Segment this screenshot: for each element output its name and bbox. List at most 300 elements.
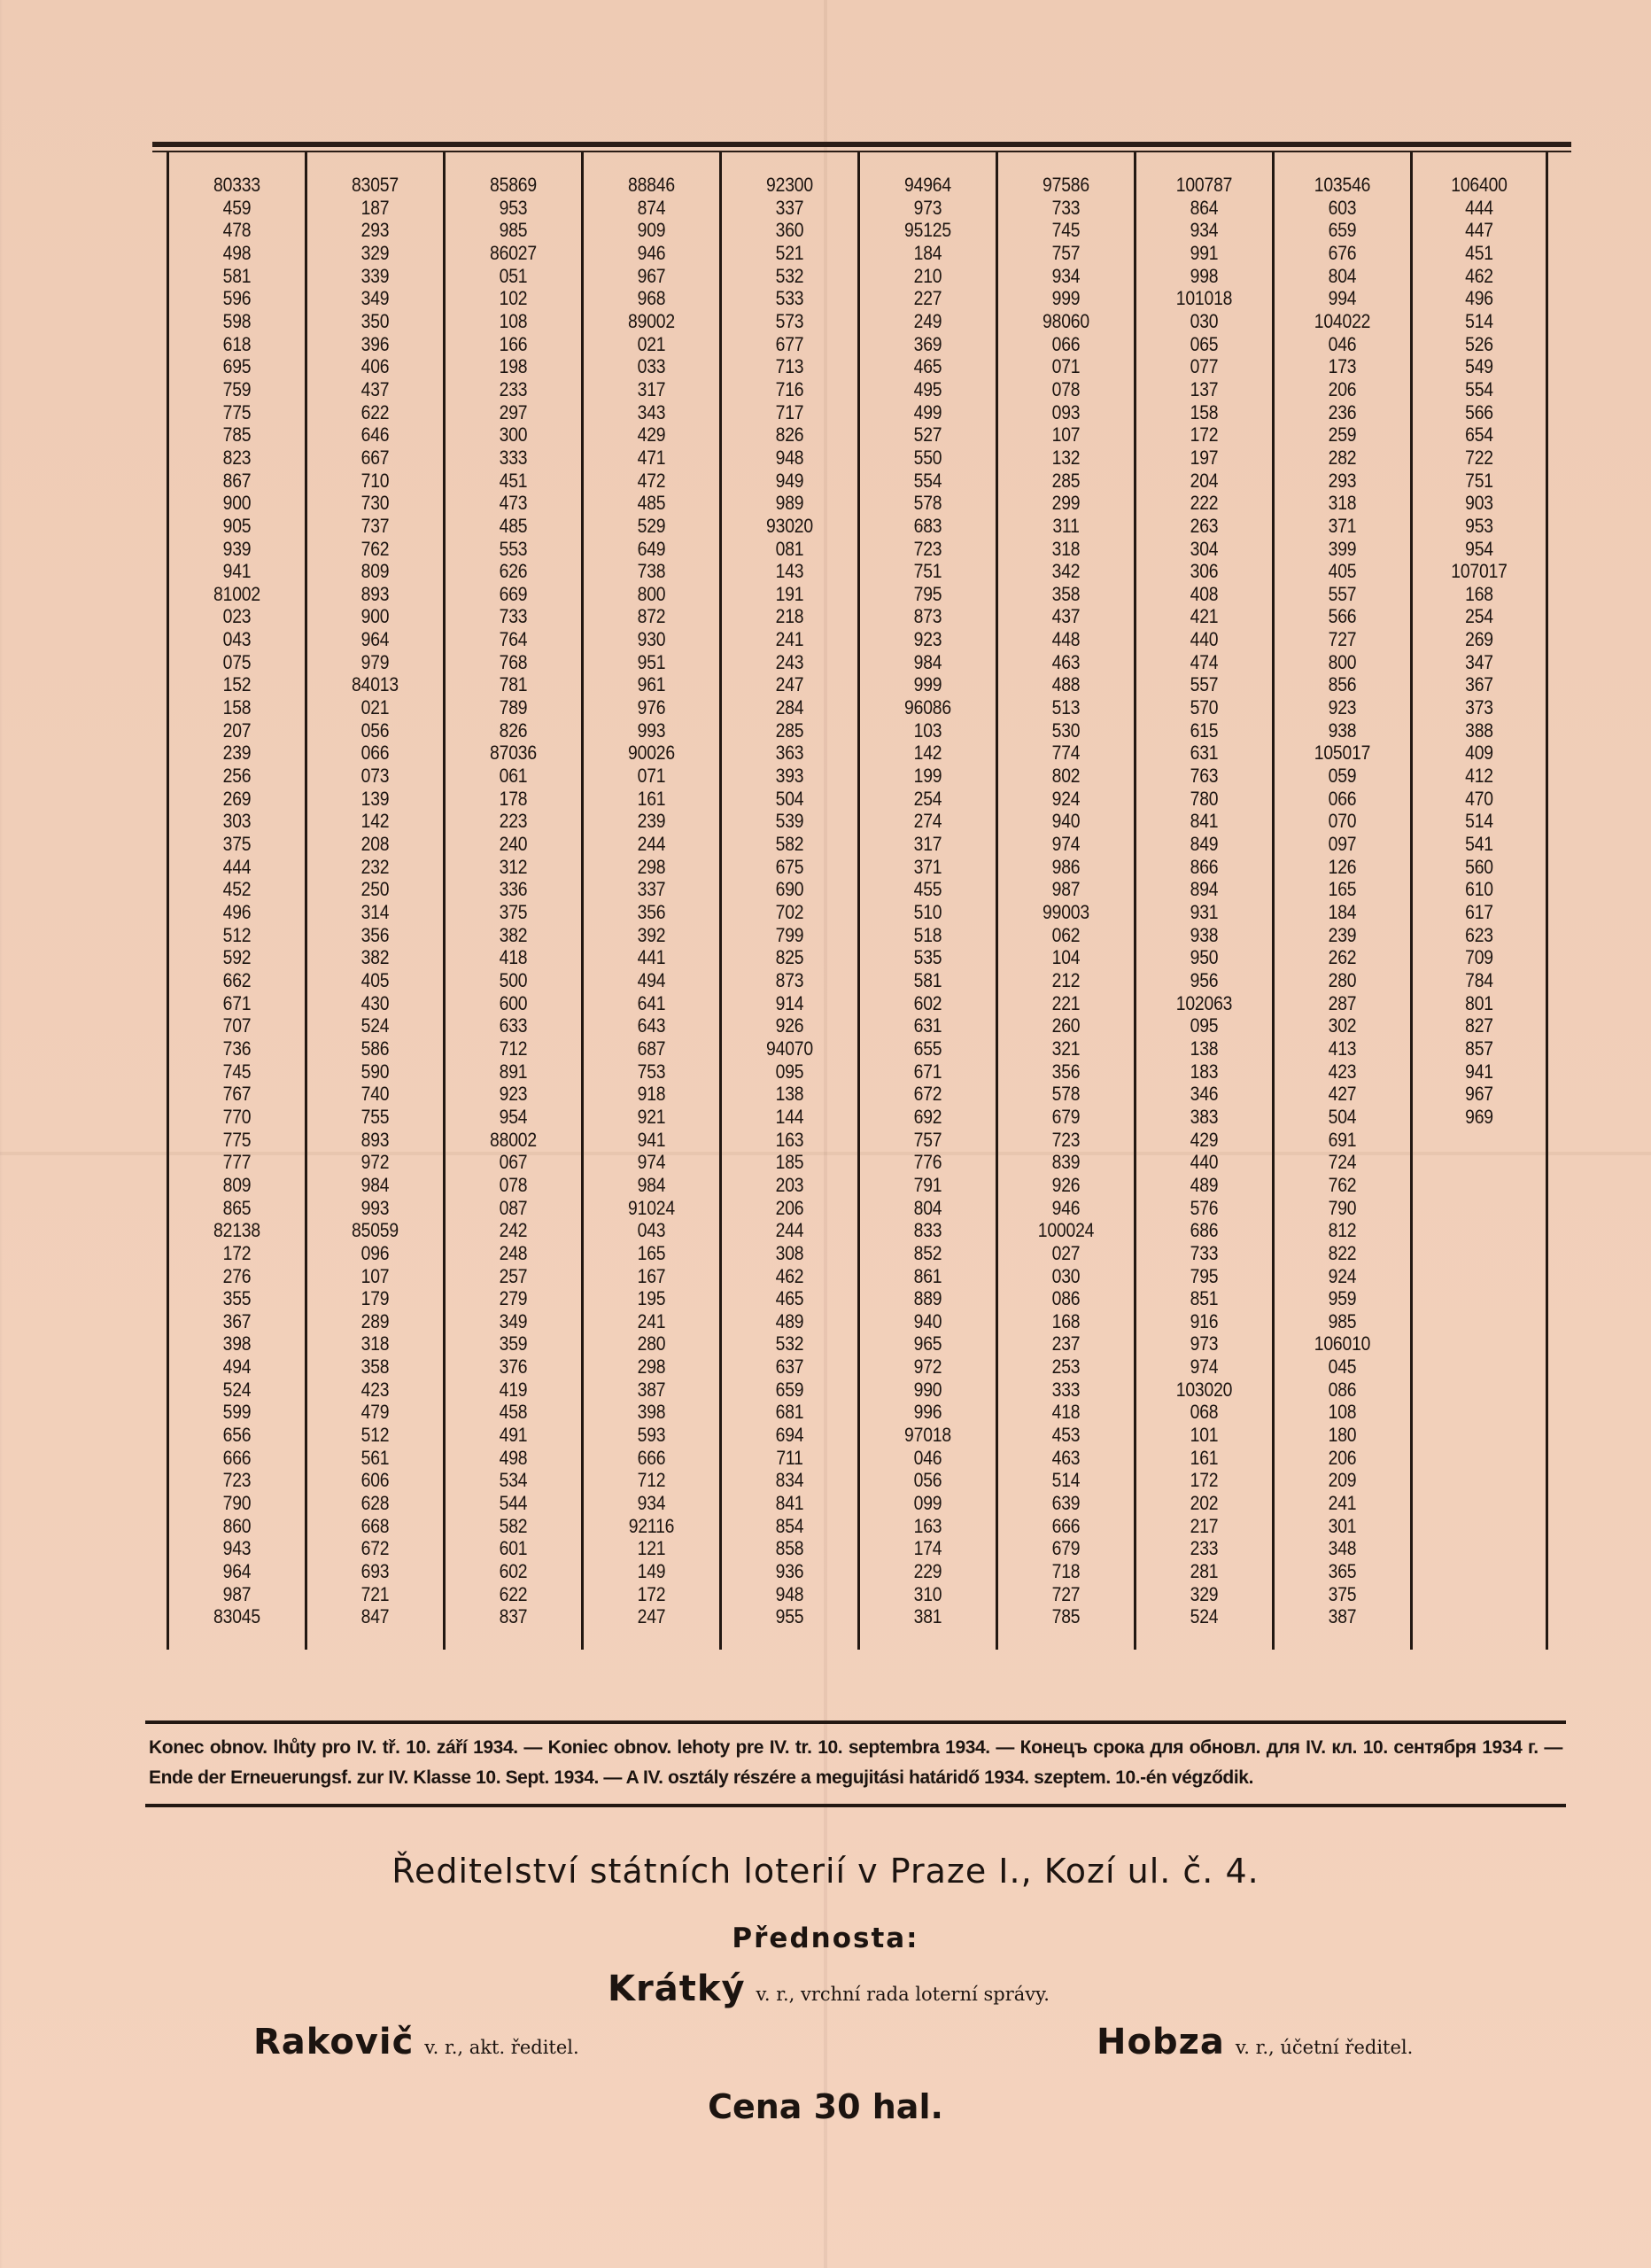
renewal-notice xyxy=(145,1720,1566,1807)
ticket-number: 953 xyxy=(1465,514,1493,537)
ticket-number: 348 xyxy=(1328,1537,1357,1560)
ticket-number: 637 xyxy=(775,1355,804,1379)
ticket-number: 463 xyxy=(1051,650,1081,673)
ticket-number: 184 xyxy=(913,241,942,264)
ticket-number: 318 xyxy=(1051,537,1081,560)
ticket-number: 239 xyxy=(1328,923,1357,946)
ticket-number: 914 xyxy=(775,991,804,1014)
ticket-number: 387 xyxy=(1328,1605,1357,1628)
ticket-number: 237 xyxy=(1051,1332,1081,1355)
ticket-number: 723 xyxy=(1051,1128,1081,1151)
ticket-number: 672 xyxy=(913,1083,942,1106)
ticket-number: 287 xyxy=(1328,991,1357,1014)
ticket-number: 356 xyxy=(1051,1060,1081,1083)
ticket-number: 285 xyxy=(1051,469,1081,492)
ticket-number: 602 xyxy=(913,991,942,1014)
ticket-number: 101018 xyxy=(1175,287,1233,310)
ticket-number: 99003 xyxy=(1043,901,1089,923)
ticket-number: 172 xyxy=(637,1582,666,1605)
ticket-number: 985 xyxy=(1328,1309,1357,1332)
ticket-number: 533 xyxy=(775,287,804,310)
number-column-body xyxy=(998,174,1134,1628)
ticket-number: 610 xyxy=(1465,878,1493,901)
ticket-number: 990 xyxy=(913,1378,942,1401)
ticket-number: 491 xyxy=(499,1424,528,1447)
ticket-number: 221 xyxy=(1051,991,1081,1014)
ticket-number: 172 xyxy=(222,1241,252,1264)
price-label: Cena 30 hal. xyxy=(708,2087,943,2126)
renewal-notice-text: Konec obnov. lhůty pro IV. tř. 10. září 1934. — Koniec obnov. lehoty pre IV. tr. 10. septembra 1934. — Конецъ срока для обновл. для IV. кл. 10. сентября 1934 г. — Ende der Erneuerungsf. zur IV. Klasse 10. Sept. 1934. — A IV. osztály részére a megujitási határidő 1934. szeptem. 10.-én végződik. xyxy=(149,1737,1562,1788)
ticket-number: 998 xyxy=(1190,264,1219,287)
ticket-number: 065 xyxy=(1190,332,1219,355)
ticket-number: 412 xyxy=(1465,765,1493,788)
ticket-number: 600 xyxy=(499,991,528,1014)
ticket-number: 967 xyxy=(1465,1083,1493,1106)
ticket-number: 679 xyxy=(1051,1105,1081,1128)
ticket-number: 780 xyxy=(1190,787,1219,810)
ticket-number: 626 xyxy=(499,560,528,583)
ticket-number: 97586 xyxy=(1043,174,1089,196)
signatory-name: Rakovič xyxy=(253,2022,415,2062)
ticket-number: 132 xyxy=(1051,446,1081,469)
ticket-number: 161 xyxy=(637,787,666,810)
ticket-number: 530 xyxy=(1051,718,1081,742)
number-column-9 xyxy=(1272,152,1410,1650)
ticket-number: 347 xyxy=(1465,650,1493,673)
ticket-number: 702 xyxy=(775,901,804,923)
ticket-number: 628 xyxy=(360,1492,390,1515)
ticket-number: 371 xyxy=(913,855,942,878)
ticket-number: 553 xyxy=(499,537,528,560)
ticket-number: 736 xyxy=(222,1037,252,1060)
ticket-number: 776 xyxy=(913,1151,942,1174)
ticket-number: 382 xyxy=(360,946,390,969)
ticket-number: 236 xyxy=(1328,400,1357,423)
ticket-number: 974 xyxy=(637,1151,666,1174)
ticket-number: 152 xyxy=(222,673,252,696)
ticket-number: 93020 xyxy=(766,514,813,537)
ticket-number: 655 xyxy=(913,1037,942,1060)
ticket-number: 137 xyxy=(1190,377,1219,400)
ticket-number: 078 xyxy=(499,1173,528,1196)
ticket-number: 168 xyxy=(1051,1309,1081,1332)
ticket-number: 666 xyxy=(222,1446,252,1469)
ticket-number: 974 xyxy=(1190,1355,1219,1379)
ticket-number: 103546 xyxy=(1314,174,1371,196)
ticket-number: 458 xyxy=(499,1401,528,1424)
ticket-number: 764 xyxy=(499,628,528,651)
ticket-number: 198 xyxy=(499,355,528,378)
ticket-number: 383 xyxy=(1190,1105,1219,1128)
ticket-number: 311 xyxy=(1052,514,1080,537)
ticket-number: 061 xyxy=(499,765,528,788)
ticket-number: 841 xyxy=(1190,810,1219,833)
ticket-number: 342 xyxy=(1051,560,1081,583)
ticket-number: 333 xyxy=(499,446,528,469)
ticket-number: 733 xyxy=(1190,1241,1219,1264)
ticket-number: 709 xyxy=(1465,946,1493,969)
ticket-number: 598 xyxy=(222,309,252,332)
ticket-number: 381 xyxy=(913,1605,942,1628)
ticket-number: 916 xyxy=(1190,1309,1219,1332)
ticket-number: 241 xyxy=(775,628,804,651)
ticket-number: 710 xyxy=(360,469,390,492)
ticket-number: 499 xyxy=(913,400,942,423)
ticket-number: 375 xyxy=(499,901,528,923)
ticket-number: 437 xyxy=(360,377,390,400)
ticket-number: 233 xyxy=(1190,1537,1219,1560)
ticket-number: 358 xyxy=(360,1355,390,1379)
ticket-number: 095 xyxy=(775,1060,804,1083)
ticket-number: 350 xyxy=(360,309,390,332)
ticket-number: 075 xyxy=(222,650,252,673)
ticket-number: 406 xyxy=(360,355,390,378)
ticket-number: 521 xyxy=(775,241,804,264)
ticket-number: 92300 xyxy=(766,174,813,196)
ticket-number: 356 xyxy=(637,901,666,923)
ticket-number: 994 xyxy=(1328,287,1357,310)
ticket-number: 693 xyxy=(360,1560,390,1583)
ticket-number: 346 xyxy=(1190,1083,1219,1106)
ticket-number: 232 xyxy=(360,855,390,878)
ticket-number: 727 xyxy=(1051,1582,1081,1605)
ticket-number: 573 xyxy=(775,309,804,332)
ticket-number: 576 xyxy=(1190,1196,1219,1219)
ticket-number: 514 xyxy=(1465,810,1493,833)
ticket-number: 218 xyxy=(775,605,804,628)
ticket-number: 891 xyxy=(499,1060,528,1083)
number-column-body xyxy=(446,174,581,1628)
ticket-number: 666 xyxy=(1051,1514,1081,1537)
ticket-number: 103 xyxy=(913,718,942,742)
ticket-number: 668 xyxy=(360,1514,390,1537)
ticket-number: 809 xyxy=(360,560,390,583)
ticket-number: 284 xyxy=(775,696,804,719)
ticket-number: 479 xyxy=(360,1401,390,1424)
ticket-number: 465 xyxy=(775,1287,804,1310)
ticket-number: 940 xyxy=(1051,810,1081,833)
ticket-number: 056 xyxy=(360,718,390,742)
ticket-number: 068 xyxy=(1190,1401,1219,1424)
ticket-number: 299 xyxy=(1051,492,1081,515)
ticket-number: 398 xyxy=(222,1332,252,1355)
ticket-number: 873 xyxy=(913,605,942,628)
ticket-number: 662 xyxy=(222,968,252,991)
ticket-number: 959 xyxy=(1328,1287,1357,1310)
ticket-number: 310 xyxy=(913,1582,942,1605)
ticket-number: 280 xyxy=(637,1332,666,1355)
ticket-number: 163 xyxy=(775,1128,804,1151)
ticket-number: 081 xyxy=(775,537,804,560)
ticket-number: 849 xyxy=(1190,833,1219,856)
ticket-number: 654 xyxy=(1465,423,1493,447)
ticket-number: 934 xyxy=(1051,264,1081,287)
ticket-number: 91024 xyxy=(628,1196,675,1219)
ticket-number: 785 xyxy=(222,423,252,447)
ticket-number: 554 xyxy=(1465,377,1493,400)
ticket-number: 931 xyxy=(1190,901,1219,923)
ticket-number: 244 xyxy=(637,833,666,856)
ticket-number: 408 xyxy=(1190,582,1219,605)
ticket-number: 071 xyxy=(1051,355,1081,378)
ticket-number: 85059 xyxy=(352,1219,399,1242)
ticket-number: 524 xyxy=(360,1014,390,1037)
ticket-number: 304 xyxy=(1190,537,1219,560)
ticket-number: 768 xyxy=(499,650,528,673)
ticket-number: 172 xyxy=(1190,1469,1219,1492)
ticket-number: 281 xyxy=(1190,1560,1219,1583)
ticket-number: 376 xyxy=(499,1355,528,1379)
ticket-number: 94964 xyxy=(904,174,951,196)
ticket-number: 790 xyxy=(1328,1196,1357,1219)
ticket-number: 321 xyxy=(1051,1037,1081,1060)
ticket-number: 822 xyxy=(1328,1241,1357,1264)
ticket-number: 329 xyxy=(1190,1582,1219,1605)
ticket-number: 046 xyxy=(913,1446,942,1469)
ticket-number: 800 xyxy=(637,582,666,605)
ticket-number: 203 xyxy=(775,1173,804,1196)
ticket-number: 659 xyxy=(1328,219,1357,242)
ticket-number: 924 xyxy=(1328,1264,1357,1287)
ticket-number: 784 xyxy=(1465,968,1493,991)
ticket-number: 206 xyxy=(1328,1446,1357,1469)
ticket-number: 812 xyxy=(1328,1219,1357,1242)
ticket-number: 285 xyxy=(775,718,804,742)
ticket-number: 180 xyxy=(1328,1424,1357,1447)
ticket-number: 667 xyxy=(360,446,390,469)
ticket-number: 448 xyxy=(1051,628,1081,651)
ticket-number: 723 xyxy=(222,1469,252,1492)
signatory-role: v. r., vrchní rada loterní správy. xyxy=(756,1984,1050,2005)
ticket-number: 97018 xyxy=(904,1424,951,1447)
ticket-number: 592 xyxy=(222,946,252,969)
ticket-number: 745 xyxy=(1051,219,1081,242)
ticket-number: 429 xyxy=(1190,1128,1219,1151)
ticket-number: 301 xyxy=(1328,1514,1357,1537)
ticket-number: 488 xyxy=(1051,673,1081,696)
ticket-number: 909 xyxy=(637,219,666,242)
ticket-number: 510 xyxy=(913,901,942,923)
ticket-number: 926 xyxy=(1051,1173,1081,1196)
number-column-body xyxy=(169,174,305,1628)
ticket-number: 269 xyxy=(222,787,252,810)
ticket-number: 841 xyxy=(775,1492,804,1515)
ticket-number: 694 xyxy=(775,1424,804,1447)
ticket-number: 951 xyxy=(637,650,666,673)
ticket-number: 934 xyxy=(1190,219,1219,242)
ticket-number: 767 xyxy=(222,1083,252,1106)
ticket-number: 837 xyxy=(499,1605,528,1628)
ticket-number: 293 xyxy=(1328,469,1357,492)
ticket-number: 202 xyxy=(1190,1492,1219,1515)
ticket-number: 790 xyxy=(222,1492,252,1515)
ticket-number: 671 xyxy=(222,991,252,1014)
ticket-number: 262 xyxy=(1328,946,1357,969)
ticket-number: 314 xyxy=(360,901,390,923)
ticket-number: 649 xyxy=(637,537,666,560)
ticket-number: 451 xyxy=(1465,241,1493,264)
ticket-number: 800 xyxy=(1328,650,1357,673)
signature-kratky xyxy=(608,1969,1050,2009)
ticket-number: 692 xyxy=(913,1105,942,1128)
ticket-number: 359 xyxy=(499,1332,528,1355)
ticket-number: 987 xyxy=(1051,878,1081,901)
ticket-number: 312 xyxy=(499,855,528,878)
number-column-body xyxy=(860,174,996,1628)
ticket-number: 763 xyxy=(1190,765,1219,788)
ticket-number: 249 xyxy=(913,309,942,332)
ticket-number: 934 xyxy=(637,1492,666,1515)
ticket-number: 043 xyxy=(637,1219,666,1242)
ticket-number: 498 xyxy=(499,1446,528,1469)
number-column-5 xyxy=(719,152,857,1650)
ticket-number: 586 xyxy=(360,1037,390,1060)
ticket-number: 066 xyxy=(1328,787,1357,810)
ticket-number: 142 xyxy=(913,742,942,765)
ticket-number: 282 xyxy=(1328,446,1357,469)
ticket-number: 984 xyxy=(913,650,942,673)
number-column-body xyxy=(722,174,857,1628)
ticket-number: 142 xyxy=(360,810,390,833)
ticket-number: 94070 xyxy=(766,1037,813,1060)
ticket-number: 086 xyxy=(1328,1378,1357,1401)
ticket-number: 095 xyxy=(1190,1014,1219,1037)
ticket-number: 184 xyxy=(1328,901,1357,923)
ticket-number: 889 xyxy=(913,1287,942,1310)
ticket-number: 208 xyxy=(360,833,390,856)
ticket-number: 873 xyxy=(775,968,804,991)
ticket-number: 92116 xyxy=(628,1514,675,1537)
ticket-number: 473 xyxy=(499,492,528,515)
ticket-number: 948 xyxy=(775,1582,804,1605)
ticket-number: 930 xyxy=(637,628,666,651)
ticket-number: 289 xyxy=(360,1309,390,1332)
ticket-number: 066 xyxy=(360,742,390,765)
ticket-number: 496 xyxy=(222,901,252,923)
ticket-number: 518 xyxy=(913,923,942,946)
ticket-number: 100787 xyxy=(1175,174,1233,196)
ticket-number: 056 xyxy=(913,1469,942,1492)
ticket-number: 343 xyxy=(637,400,666,423)
ticket-number: 745 xyxy=(222,1060,252,1083)
ticket-number: 158 xyxy=(1190,400,1219,423)
ticket-number: 212 xyxy=(1051,968,1081,991)
ticket-number: 073 xyxy=(360,765,390,788)
ticket-number: 550 xyxy=(913,446,942,469)
ticket-number: 791 xyxy=(913,1173,942,1196)
ticket-number: 825 xyxy=(775,946,804,969)
ticket-number: 149 xyxy=(637,1560,666,1583)
ticket-number: 582 xyxy=(499,1514,528,1537)
ticket-number: 427 xyxy=(1328,1083,1357,1106)
ticket-number: 851 xyxy=(1190,1287,1219,1310)
ticket-number: 926 xyxy=(775,1014,804,1037)
ticket-number: 532 xyxy=(775,1332,804,1355)
ticket-number: 80333 xyxy=(213,174,260,196)
ticket-number: 740 xyxy=(360,1083,390,1106)
ticket-number: 107 xyxy=(360,1264,390,1287)
ticket-number: 823 xyxy=(222,446,252,469)
ticket-number: 858 xyxy=(775,1537,804,1560)
ticket-number: 199 xyxy=(913,765,942,788)
ticket-number: 259 xyxy=(1328,423,1357,447)
ticket-number: 582 xyxy=(775,833,804,856)
ticket-number: 206 xyxy=(1328,377,1357,400)
ticket-number: 81002 xyxy=(213,582,260,605)
ticket-number: 371 xyxy=(1328,514,1357,537)
ticket-number: 504 xyxy=(775,787,804,810)
ticket-number: 421 xyxy=(1190,605,1219,628)
ticket-number: 139 xyxy=(360,787,390,810)
ticket-number: 730 xyxy=(360,492,390,515)
ticket-number: 972 xyxy=(913,1355,942,1379)
top-rule xyxy=(152,142,1571,152)
ticket-number: 138 xyxy=(1190,1037,1219,1060)
ticket-number: 987 xyxy=(222,1582,252,1605)
ticket-number: 248 xyxy=(499,1241,528,1264)
ticket-number: 423 xyxy=(360,1378,390,1401)
ticket-number: 894 xyxy=(1190,878,1219,901)
ticket-number: 905 xyxy=(222,514,252,537)
ticket-number: 633 xyxy=(499,1014,528,1037)
winning-numbers-table xyxy=(167,152,1548,1650)
ticket-number: 789 xyxy=(499,696,528,719)
ticket-number: 781 xyxy=(499,673,528,696)
ticket-number: 337 xyxy=(637,878,666,901)
number-column-2 xyxy=(305,152,443,1650)
ticket-number: 452 xyxy=(222,878,252,901)
ticket-number: 459 xyxy=(222,196,252,219)
number-column-body xyxy=(1275,174,1410,1628)
ticket-number: 388 xyxy=(1465,718,1493,742)
ticket-number: 707 xyxy=(222,1014,252,1037)
ticket-number: 526 xyxy=(1465,332,1493,355)
ticket-number: 716 xyxy=(775,377,804,400)
ticket-number: 108 xyxy=(499,309,528,332)
ticket-number: 256 xyxy=(222,765,252,788)
ticket-number: 066 xyxy=(1051,332,1081,355)
ticket-number: 360 xyxy=(775,219,804,242)
ticket-number: 166 xyxy=(499,332,528,355)
ticket-number: 535 xyxy=(913,946,942,969)
ticket-number: 834 xyxy=(775,1469,804,1492)
number-column-body xyxy=(307,174,443,1628)
ticket-number: 514 xyxy=(1051,1469,1081,1492)
ticket-number: 103020 xyxy=(1175,1378,1233,1401)
ticket-number: 108 xyxy=(1328,1401,1357,1424)
ticket-number: 777 xyxy=(222,1151,252,1174)
ticket-number: 85869 xyxy=(490,174,537,196)
ticket-number: 675 xyxy=(775,855,804,878)
ticket-number: 900 xyxy=(360,605,390,628)
ticket-number: 101 xyxy=(1190,1424,1219,1447)
ticket-number: 867 xyxy=(222,469,252,492)
ticket-number: 801 xyxy=(1465,991,1493,1014)
ticket-number: 367 xyxy=(1465,673,1493,696)
number-column-8 xyxy=(1134,152,1272,1650)
ticket-number: 631 xyxy=(1190,742,1219,765)
directorate-address: Ředitelství státních loterií v Praze I., Kozí ul. č. 4. xyxy=(391,1852,1260,1891)
ticket-number: 795 xyxy=(913,582,942,605)
signatory-name: Hobza xyxy=(1097,2022,1225,2062)
ticket-number: 833 xyxy=(913,1219,942,1242)
ticket-number: 581 xyxy=(913,968,942,991)
ticket-number: 306 xyxy=(1190,560,1219,583)
ticket-number: 121 xyxy=(637,1537,666,1560)
ticket-number: 578 xyxy=(1051,1083,1081,1106)
ticket-number: 496 xyxy=(1465,287,1493,310)
number-column-body xyxy=(584,174,719,1628)
